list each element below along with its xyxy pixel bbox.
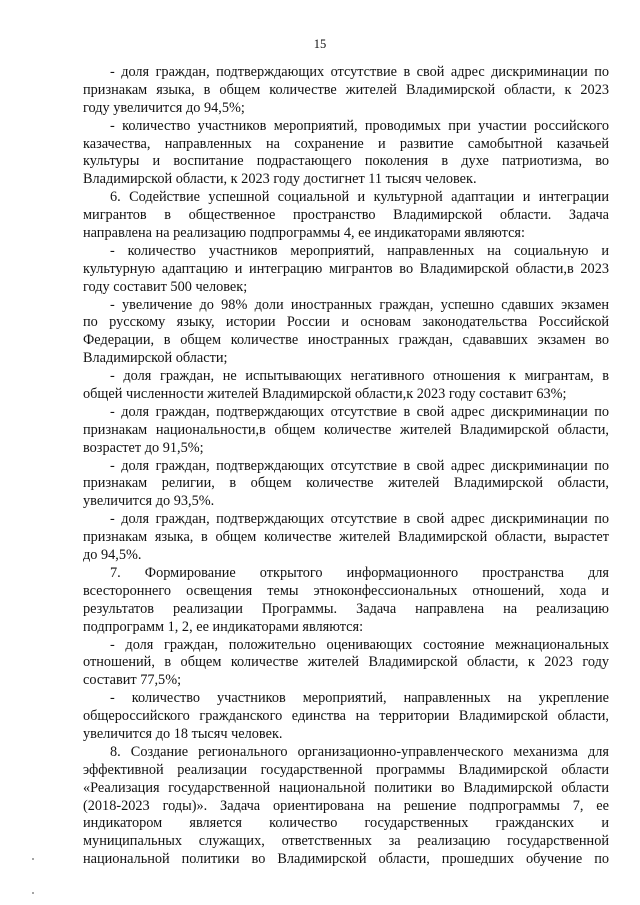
text-line: культуры и воспитание подрастающего поколения в духе патриотизма, во xyxy=(83,153,609,170)
text-line: признакам религии, в общем количестве жителей Владимирской области, xyxy=(83,475,609,492)
text-line: - доля граждан, не испытывающих негативного отношения к мигрантам, в xyxy=(110,368,609,385)
text-line: результатов реализации Программы. Задача направлена на реализацию xyxy=(83,600,609,617)
text-line: возрастет до 91,5%; xyxy=(83,439,204,456)
text-line: увеличится до 18 тысяч человек. xyxy=(83,725,283,742)
text-line: направлена на реализацию подпрограммы 4, ее индикаторами являются: xyxy=(83,225,525,242)
text-line: - доля граждан, положительно оценивающих состояние межнациональных xyxy=(110,636,609,653)
text-line: национальной политики во Владимирской области, прошедших обучение по xyxy=(83,851,609,868)
text-line: году составит 500 человек; xyxy=(83,278,248,295)
text-line: муниципальных служащих, ответственных за реализацию государственной xyxy=(83,833,609,850)
text-line: году увеличится до 94,5%; xyxy=(83,99,245,116)
document-body xyxy=(83,64,609,869)
text-line: 6. Содействие успешной социальной и культурной адаптации и интеграции xyxy=(110,189,609,206)
text-line: эффективной реализации государственной программы Владимирской области xyxy=(83,761,609,778)
text-line: - доля граждан, подтверждающих отсутствие в свой адрес дискриминации по xyxy=(110,64,609,80)
text-line: - доля граждан, подтверждающих отсутствие в свой адрес дискриминации по xyxy=(110,511,609,528)
text-line: индикатором является количество государственных гражданских и xyxy=(83,815,609,832)
text-line: 8. Создание регионального организационно-управленческого механизма для xyxy=(110,743,609,760)
text-line: «Реализация государственной национальной политики во Владимирской области xyxy=(83,779,609,796)
text-line: 7. Формирование открытого информационного пространства для xyxy=(110,564,609,581)
scan-speck xyxy=(32,858,34,860)
text-line: (2018-2023 годы)». Задача ориентирована на решение подпрограммы 7, ее xyxy=(83,797,609,814)
text-line: отношений, в общем количестве жителей Владимирской области, к 2023 году xyxy=(83,654,609,671)
text-line: Владимирской области; xyxy=(83,350,228,367)
scan-speck xyxy=(32,892,34,894)
text-line: общей численности жителей Владимирской области,к 2023 году составит 63%; xyxy=(83,386,567,403)
text-line: подпрограмм 1, 2, ее индикаторами являются: xyxy=(83,618,364,635)
text-line: - количество участников мероприятий, направленных на социальную и xyxy=(110,242,609,259)
page-number: 15 xyxy=(313,37,327,51)
text-line: признакам национальности,в общем количестве жителей Владимирской области, xyxy=(83,421,609,438)
text-line: увеличится до 93,5%. xyxy=(83,493,215,510)
text-line: по русскому языку, истории России и основам законодательства Российской xyxy=(83,314,609,331)
text-line: - увеличение до 98% доли иностранных граждан, успешно сдавших экзамен xyxy=(110,296,609,313)
text-line: составит 77,5%; xyxy=(83,672,182,689)
text-line: - количество участников мероприятий, проводимых при участии российского xyxy=(110,117,609,134)
text-line: казачества, направленных на сохранение и развитие самобытной казачьей xyxy=(83,135,609,152)
text-line: признакам языка, в общем количестве жителей Владимирской области, к 2023 xyxy=(83,81,609,98)
text-line: всестороннего освещения темы этноконфессиональных отношений, хода и xyxy=(83,582,609,599)
text-line: признакам языка, в общем количестве жителей Владимирской области, вырастет xyxy=(83,529,609,546)
text-line: общероссийского гражданского единства на территории Владимирской области, xyxy=(83,708,609,725)
text-line: - доля граждан, подтверждающих отсутствие в свой адрес дискриминации по xyxy=(110,403,609,420)
text-line: - количество участников мероприятий, направленных на укрепление xyxy=(110,690,609,707)
text-line: Владимирской области, к 2023 году достигнет 11 тысяч человек. xyxy=(83,171,477,188)
text-line: до 94,5%. xyxy=(83,547,142,564)
text-line: - доля граждан, подтверждающих отсутствие в свой адрес дискриминации по xyxy=(110,457,609,474)
text-line: мигрантов в общественное пространство Владимирской области. Задача xyxy=(83,207,609,224)
text-line: культурную адаптацию и интеграцию мигрантов во Владимирской области,в 2023 xyxy=(83,260,609,277)
text-line: Федерации, в общем количестве иностранных граждан, сдававших экзамен во xyxy=(83,332,609,349)
